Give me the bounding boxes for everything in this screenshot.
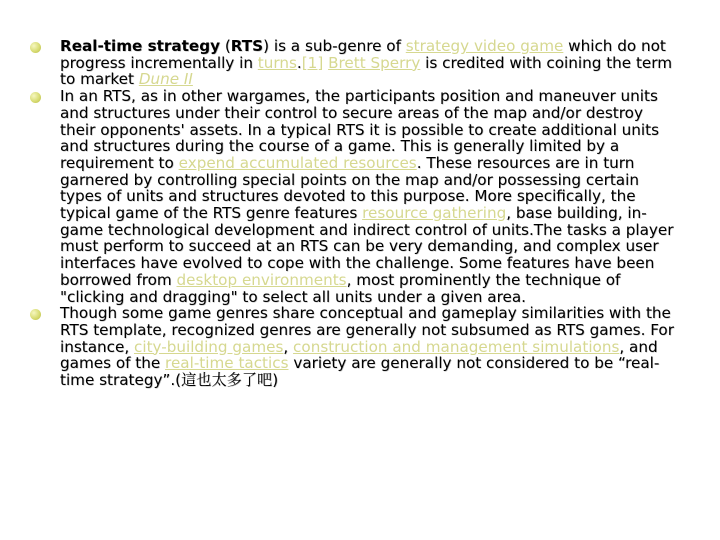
- text-run: which do not progress incrementally in: [60, 37, 666, 72]
- link-citation-1[interactable]: [1]: [301, 53, 324, 72]
- bullet-item: [30, 305, 680, 389]
- text-run: variety are generally not considered to be “real-time strategy”.(這也太多了吧): [60, 354, 660, 390]
- link-resource-gathering[interactable]: resource gathering: [362, 204, 507, 223]
- text-run: . These resources are in turn garnered by controlling special points on the map and/or possessing certain types of units and structures devoted to this purpose. More specifically, the typical game of the RTS genre features: [60, 153, 639, 223]
- text-run: ,: [283, 337, 294, 356]
- text-run: is credited with coining the term to market: [60, 53, 673, 89]
- link-real-time-tactics[interactable]: real-time tactics: [165, 354, 289, 373]
- bullet-item: [30, 38, 680, 88]
- text-run: , and games of the: [60, 337, 658, 373]
- text-run: , base building, in-game technological development and indirect control of units.The tasks a player must perform to succeed at an RTS can be very demanding, and complex user interfaces have evolved to cope with the challenge. Some features have been borrowed from: [60, 204, 674, 289]
- bullet-dot-icon: [30, 92, 41, 103]
- bullet-dot-icon: [30, 42, 41, 53]
- text-run: ) is a sub-genre of: [263, 37, 406, 55]
- link-strategy-video-game[interactable]: strategy video game: [405, 37, 564, 55]
- link-desktop-environments[interactable]: desktop environments: [176, 270, 347, 289]
- text-run: In an RTS, as in other wargames, the participants position and maneuver units and structures under their control to secure areas of the map and/or destroy their opponents' assets. In a typical RTS it is possible to create additional units and structures during the course of a game. This is generally limited by a requirement to: [60, 87, 659, 172]
- text-run: Real-time strategy: [60, 37, 221, 55]
- text-run: RTS: [230, 37, 264, 55]
- bullet-dot-icon: [30, 309, 41, 320]
- link-city-building-games[interactable]: city-building games: [134, 337, 284, 356]
- link-dune-ii[interactable]: Dune II: [138, 70, 193, 89]
- link-construction-and-management-simulations[interactable]: construction and management simulations: [293, 337, 620, 356]
- link-turns[interactable]: turns: [257, 53, 297, 72]
- text-run: , most prominently the technique of "clicking and dragging" to select all units under a given area.: [60, 270, 621, 306]
- text-run: (: [220, 37, 231, 55]
- link-brett-sperry[interactable]: Brett Sperry: [328, 53, 421, 72]
- text-run: Though some game genres share conceptual and gameplay similarities with the RTS template, recognized genres are generally not subsumed as RTS games. For instance,: [60, 304, 674, 356]
- bullet-list: [30, 38, 680, 389]
- link-expend-accumulated-resources[interactable]: expend accumulated resources: [178, 153, 417, 172]
- bullet-item: [30, 88, 680, 305]
- text-run: .: [296, 53, 302, 72]
